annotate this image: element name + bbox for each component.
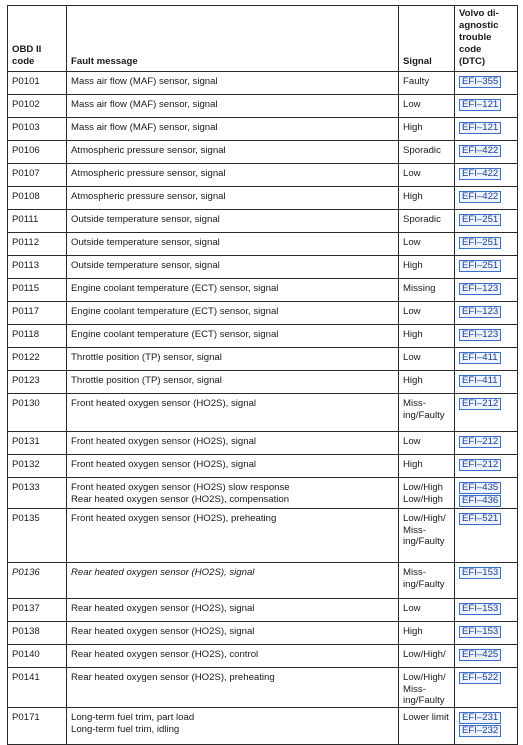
dtc-cell — [455, 72, 518, 95]
dtc-link[interactable]: EFI–212 — [459, 459, 501, 471]
signal-cell — [399, 256, 455, 279]
signal-text: Low/High/ — [403, 649, 446, 660]
dtc-link[interactable]: EFI–153 — [459, 626, 501, 638]
signal-text: Low — [403, 352, 421, 363]
table-row — [8, 325, 518, 348]
fault-message-cell — [67, 509, 399, 563]
table-row — [8, 141, 518, 164]
signal-cell — [399, 233, 455, 256]
fault-message: Rear heated oxygen sensor (HO2S), preheating — [71, 672, 275, 683]
table-row — [8, 432, 518, 455]
signal-cell — [399, 164, 455, 187]
signal-cell — [399, 371, 455, 394]
table-row — [8, 563, 518, 599]
fault-message: Throttle position (TP) sensor, signal — [71, 375, 222, 386]
signal-text: Faulty — [403, 76, 430, 87]
dtc-cell — [455, 325, 518, 348]
fault-message: Atmospheric pressure sensor, signal — [71, 168, 226, 179]
header-dtc-line: code — [459, 44, 482, 55]
table-row — [8, 622, 518, 645]
fault-message-cell — [67, 256, 399, 279]
dtc-cell — [455, 95, 518, 118]
signal-text: High — [403, 191, 423, 202]
table-row — [8, 279, 518, 302]
fault-message: Engine coolant temperature (ECT) sensor, signal — [71, 283, 279, 294]
signal-text: Low/High/ — [403, 672, 446, 683]
fault-message: Mass air flow (MAF) sensor, signal — [71, 76, 218, 87]
fault-message: Engine coolant temperature (ECT) sensor, signal — [71, 306, 279, 317]
signal-cell — [399, 118, 455, 141]
fault-message-cell — [67, 302, 399, 325]
signal-cell — [399, 708, 455, 745]
header-message: Fault message — [67, 6, 399, 72]
fault-message: Long-term fuel trim, part load — [71, 712, 195, 723]
dtc-link[interactable]: EFI–355 — [459, 76, 501, 88]
signal-text: High — [403, 329, 423, 340]
fault-message: Rear heated oxygen sensor (HO2S), signal — [71, 567, 255, 578]
fault-message-cell — [67, 348, 399, 371]
fault-message: Rear heated oxygen sensor (HO2S), control — [71, 649, 259, 660]
dtc-cell — [455, 432, 518, 455]
dtc-cell — [455, 164, 518, 187]
signal-text: Lower limit — [403, 712, 449, 723]
table-row — [8, 256, 518, 279]
table-row — [8, 302, 518, 325]
dtc-link[interactable]: EFI–232 — [459, 725, 501, 737]
fault-message-cell — [67, 72, 399, 95]
header-dtc-line: Volvo di- — [459, 8, 499, 19]
fault-message: Front heated oxygen sensor (HO2S), preheating — [71, 513, 277, 524]
signal-text: ing/Faulty — [403, 536, 445, 547]
signal-text: High — [403, 375, 423, 386]
table-row — [8, 233, 518, 256]
dtc-link[interactable]: EFI–153 — [459, 567, 501, 579]
signal-cell — [399, 325, 455, 348]
obd-code-cell: P0112 — [8, 233, 67, 256]
dtc-cell — [455, 563, 518, 599]
dtc-link[interactable]: EFI–123 — [459, 329, 501, 341]
signal-text: Miss- — [403, 398, 426, 409]
fault-message: Front heated oxygen sensor (HO2S), signal — [71, 459, 257, 470]
obd-code-cell: P0103 — [8, 118, 67, 141]
table-row — [8, 118, 518, 141]
fault-message: Rear heated oxygen sensor (HO2S), compensation — [71, 493, 290, 505]
dtc-cell — [455, 455, 518, 478]
fault-message-cell — [67, 478, 399, 509]
fault-message: Front heated oxygen sensor (HO2S) slow response — [71, 482, 290, 493]
obd-code-cell: P0135 — [8, 509, 67, 563]
obd-code-cell: P0115 — [8, 279, 67, 302]
obd-code-cell: P0111 — [8, 210, 67, 233]
table-row — [8, 348, 518, 371]
table-row — [8, 599, 518, 622]
dtc-link[interactable]: EFI–411 — [459, 352, 501, 364]
signal-text: Low — [403, 99, 421, 110]
fault-message-cell — [67, 210, 399, 233]
fault-message: Engine coolant temperature (ECT) sensor, signal — [71, 329, 279, 340]
dtc-cell — [455, 668, 518, 708]
obd-code-cell: P0131 — [8, 432, 67, 455]
fault-message-cell — [67, 164, 399, 187]
signal-text: High — [403, 626, 423, 637]
header-code-line: code — [12, 56, 35, 67]
signal-text: Miss- — [403, 524, 426, 536]
header-dtc — [455, 6, 518, 72]
obd-code-cell: P0122 — [8, 348, 67, 371]
fault-message: Front heated oxygen sensor (HO2S), signal — [71, 398, 257, 409]
dtc-cell — [455, 645, 518, 668]
fault-message-cell — [67, 668, 399, 708]
table-row — [8, 455, 518, 478]
dtc-link[interactable]: EFI–231 — [459, 712, 501, 724]
signal-cell — [399, 622, 455, 645]
signal-text: High — [403, 260, 423, 271]
obd-code-cell: P0132 — [8, 455, 67, 478]
dtc-link[interactable]: EFI–521 — [459, 513, 501, 525]
fault-message: Atmospheric pressure sensor, signal — [71, 191, 226, 202]
dtc-cell — [455, 256, 518, 279]
dtc-cell — [455, 187, 518, 210]
obd-code-cell: P0133 — [8, 478, 67, 509]
obd-code-cell: P0141 — [8, 668, 67, 708]
dtc-link[interactable]: EFI–251 — [459, 260, 501, 272]
obd-code-cell: P0108 — [8, 187, 67, 210]
signal-cell — [399, 668, 455, 708]
fault-message: Atmospheric pressure sensor, signal — [71, 145, 226, 156]
obd-code-cell: P0171 — [8, 708, 67, 745]
obd-code-cell: P0136 — [8, 563, 67, 599]
signal-text: Low — [403, 603, 421, 614]
fault-message: Rear heated oxygen sensor (HO2S), signal — [71, 603, 255, 614]
header-code-line: OBD II — [12, 44, 42, 55]
header-signal: Signal — [399, 6, 455, 72]
header-dtc-line: agnostic — [459, 20, 499, 31]
signal-cell — [399, 563, 455, 599]
fault-message: Long-term fuel trim, idling — [71, 723, 180, 735]
header-row — [8, 6, 518, 72]
dtc-cell — [455, 622, 518, 645]
signal-text: Low — [403, 436, 421, 447]
signal-cell — [399, 509, 455, 563]
table-row — [8, 668, 518, 708]
signal-cell — [399, 302, 455, 325]
fault-message-cell — [67, 455, 399, 478]
dtc-link[interactable]: EFI–212 — [459, 436, 501, 448]
fault-message-cell — [67, 708, 399, 745]
fault-message: Outside temperature sensor, signal — [71, 237, 220, 248]
obd-code-cell: P0113 — [8, 256, 67, 279]
obd-code-cell: P0138 — [8, 622, 67, 645]
fault-message-cell — [67, 599, 399, 622]
table-row — [8, 645, 518, 668]
signal-text: Sporadic — [403, 145, 441, 156]
signal-cell — [399, 599, 455, 622]
dtc-link[interactable]: EFI–123 — [459, 283, 501, 295]
dtc-link[interactable]: EFI–121 — [459, 99, 501, 111]
fault-message-cell — [67, 141, 399, 164]
signal-text: ing/Faulty — [403, 695, 445, 706]
obd-code-cell: P0130 — [8, 394, 67, 432]
header-dtc-line: trouble — [459, 32, 492, 43]
signal-text: Low — [403, 168, 421, 179]
dtc-cell — [455, 348, 518, 371]
table-row — [8, 509, 518, 563]
signal-cell — [399, 348, 455, 371]
dtc-link[interactable]: EFI–425 — [459, 649, 501, 661]
fault-message-cell — [67, 187, 399, 210]
obd-code-cell: P0140 — [8, 645, 67, 668]
signal-cell — [399, 432, 455, 455]
signal-text: Miss- — [403, 683, 426, 695]
obd-code-cell: P0117 — [8, 302, 67, 325]
dtc-link[interactable]: EFI–435 — [459, 482, 501, 494]
signal-cell — [399, 455, 455, 478]
table-row — [8, 72, 518, 95]
signal-cell — [399, 187, 455, 210]
dtc-link[interactable]: EFI–422 — [459, 191, 501, 203]
header-code — [8, 6, 67, 72]
dtc-cell — [455, 302, 518, 325]
dtc-cell — [455, 708, 518, 745]
signal-cell — [399, 72, 455, 95]
header-dtc-line: (DTC) — [459, 56, 486, 67]
dtc-cell — [455, 371, 518, 394]
dtc-link[interactable]: EFI–251 — [459, 237, 501, 249]
signal-text: Miss- — [403, 567, 426, 578]
fault-message: Outside temperature sensor, signal — [71, 214, 220, 225]
obd-code-cell: P0107 — [8, 164, 67, 187]
dtc-link[interactable]: EFI–436 — [459, 495, 501, 507]
signal-text: Low — [403, 237, 421, 248]
signal-cell — [399, 279, 455, 302]
dtc-cell — [455, 210, 518, 233]
dtc-cell — [455, 599, 518, 622]
table-row — [8, 210, 518, 233]
dtc-cell — [455, 394, 518, 432]
fault-message-cell — [67, 563, 399, 599]
signal-text: ing/Faulty — [403, 578, 445, 590]
dtc-cell — [455, 509, 518, 563]
fault-message-cell — [67, 95, 399, 118]
fault-message-cell — [67, 371, 399, 394]
fault-message-cell — [67, 394, 399, 432]
dtc-link[interactable]: EFI–123 — [459, 306, 501, 318]
dtc-link[interactable]: EFI–121 — [459, 122, 501, 134]
dtc-cell — [455, 478, 518, 509]
signal-text: Missing — [403, 283, 436, 294]
fault-message-cell — [67, 279, 399, 302]
signal-cell — [399, 141, 455, 164]
dtc-link[interactable]: EFI–422 — [459, 145, 501, 157]
dtc-link[interactable]: EFI–411 — [459, 375, 501, 387]
obd-code-cell: P0106 — [8, 141, 67, 164]
fault-message: Outside temperature sensor, signal — [71, 260, 220, 271]
signal-text: Low/High — [403, 493, 443, 505]
fault-message: Mass air flow (MAF) sensor, signal — [71, 99, 218, 110]
signal-text: Sporadic — [403, 214, 441, 225]
fault-message-cell — [67, 645, 399, 668]
dtc-cell — [455, 233, 518, 256]
fault-message-cell — [67, 432, 399, 455]
table-row — [8, 708, 518, 745]
signal-cell — [399, 394, 455, 432]
fault-message-cell — [67, 233, 399, 256]
fault-message: Throttle position (TP) sensor, signal — [71, 352, 222, 363]
table-row — [8, 95, 518, 118]
obd-code-cell: P0102 — [8, 95, 67, 118]
signal-text: Low/High/ — [403, 513, 446, 524]
signal-cell — [399, 478, 455, 509]
dtc-table — [7, 5, 518, 745]
signal-text: Low/High — [403, 482, 443, 493]
dtc-link[interactable]: EFI–153 — [459, 603, 501, 615]
fault-message: Rear heated oxygen sensor (HO2S), signal — [71, 626, 255, 637]
dtc-link[interactable]: EFI–422 — [459, 168, 501, 180]
dtc-cell — [455, 279, 518, 302]
signal-text: High — [403, 459, 423, 470]
dtc-cell — [455, 118, 518, 141]
signal-text: Low — [403, 306, 421, 317]
table-row — [8, 371, 518, 394]
fault-message-cell — [67, 118, 399, 141]
signal-cell — [399, 645, 455, 668]
obd-code-cell: P0123 — [8, 371, 67, 394]
dtc-cell — [455, 141, 518, 164]
table-row — [8, 164, 518, 187]
table-row — [8, 478, 518, 509]
dtc-link[interactable]: EFI–251 — [459, 214, 501, 226]
dtc-link[interactable]: EFI–522 — [459, 672, 501, 684]
obd-code-cell: P0137 — [8, 599, 67, 622]
table-row — [8, 394, 518, 432]
signal-text: ing/Faulty — [403, 409, 445, 421]
obd-code-cell: P0101 — [8, 72, 67, 95]
signal-cell — [399, 210, 455, 233]
fault-message-cell — [67, 325, 399, 348]
fault-message: Front heated oxygen sensor (HO2S), signal — [71, 436, 257, 447]
fault-message: Mass air flow (MAF) sensor, signal — [71, 122, 218, 133]
dtc-link[interactable]: EFI–212 — [459, 398, 501, 410]
fault-message-cell — [67, 622, 399, 645]
signal-cell — [399, 95, 455, 118]
obd-code-cell: P0118 — [8, 325, 67, 348]
table-row — [8, 187, 518, 210]
signal-text: High — [403, 122, 423, 133]
